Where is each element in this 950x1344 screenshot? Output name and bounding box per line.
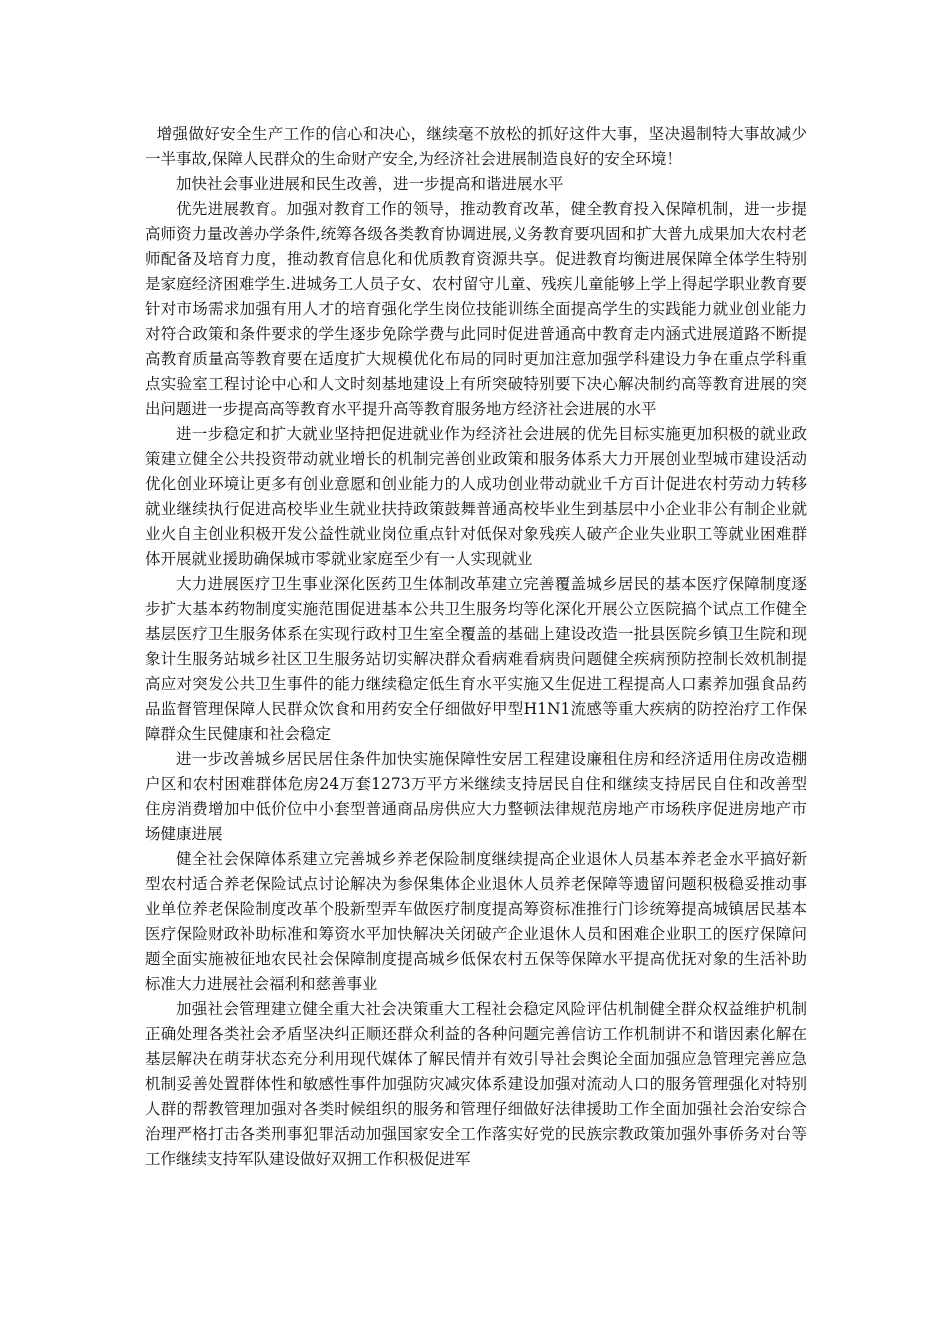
paragraph-social-management: 加强社会管理建立健全重大社会决策重大工程社会稳定风险评估机制健全群众权益维护机制正确处理各类社会矛盾坚决纠正顺还群众利益的各种问题完善信访工作机制讲不和谐因素化解在基层解决在萌芽状态充分利用现代媒体了解民情并有效引导社会舆论全面加强应急管理完善应急机制妥善处置群体性和敏感性事件加强防灾减灾体系建设加强对流动人口的服务管理强化对特别人群的帮教管理加强对各类时候组织的服务和管理仔细做好法律援助工作全面加强社会治安综合治理严格打击各类刑事犯罪活动加强国家安全工作落实好党的民族宗教政策加强外事侨务对台等工作继续支持军队建设做好双拥工作积极促进军 <box>145 1000 807 1168</box>
paragraph-employment: 进一步稳定和扩大就业坚持把促进就业作为经济社会进展的优先目标实施更加积极的就业政策建立健全公共投资带动就业增长的机制完善创业政策和服务体系大力开展创业型城市建设活动优化创业环境让更多有创业意愿和创业能力的人成功创业带动就业千方百计促进农村劳动力转移就业继续执行促进高校毕业生就业扶持政策鼓舞普通高校毕业生到基层中小企业非公有制企业就业火自主创业积极开发公益性就业岗位重点针对低保对象残疾人破产企业失业职工等就业困难群体开展就业援助确保城市零就业家庭至少有一人实现就业 <box>145 425 807 568</box>
paragraph-housing: 进一步改善城乡居民居住条件加快实施保障性安居工程建设廉租住房和经济适用住房改造棚户区和农村困难群体危房24万套1273万平方米继续支持居民自住和继续支持居民自住和改善型住房消费增加中低价位中小套型普通商品房供应大力整顿法律规范房地产市场秩序促进房地产市场健康进展 <box>145 750 807 843</box>
paragraph-education: 优先进展教育。加强对教育工作的领导，推动教育改革，健全教育投入保障机制，进一步提高师资力量改善办学条件,统筹各级各类教育协调进展,义务教育要巩固和扩大普九成果加大农村老师配备及培育力度，推动教育信息化和优质教育资源共享。促进教育均衡进展保障全体学生特别是家庭经济困难学生.进城务工人员子女、农村留守儿童、残疾儿童能够上学上得起学职业教育要针对市场需求加强有用人才的培育强化学生岗位技能训练全面提高学生的实践能力就业创业能力对符合政策和条件要求的学生逐步免除学费与此同时促进普通高中教育走内涵式进展道路不断提高教育质量高等教育要在适度扩大规模优化布局的同时更加注意加强学科建设力争在重点学科重点实验室工程讨论中心和人文时刻基地建设上有所突破特别要下决心解决制约高等教育进展的突出问题进一步提高高等教育水平提升高等教育服务地方经济社会进展的水平 <box>145 200 807 418</box>
paragraph-safety-production: 增强做好安全生产工作的信心和决心，继续毫不放松的抓好这件大事，坚决遏制特大事故减少一半事故,保障人民群众的生命财产安全,为经济社会进展制造良好的安全环境！ <box>145 125 807 168</box>
paragraph-healthcare: 大力进展医疗卫生事业深化医药卫生体制改革建立完善覆盖城乡居民的基本医疗保障制度逐步扩大基本药物制度实施范围促进基本公共卫生服务均等化深化开展公立医院搞个试点工作健全基层医疗卫生服务体系在实现行政村卫生室全覆盖的基础上建设改造一批县医院乡镇卫生院和现象计生服务站城乡社区卫生服务站切实解决群众看病难看病贵问题健全疾病预防控制长效机制提高应对突发公共卫生事件的能力继续稳定低生育水平实施又生促进工程提高人口素养加强食品药品监督管理保障人民群众饮食和用药安全仔细做好甲型H1N1流感等重大疾病的防控治疗工作保障群众生民健康和社会稳定 <box>145 575 807 743</box>
document-page <box>145 122 807 1172</box>
section-heading-social-development: 加快社会事业进展和民生改善，进一步提高和谐进展水平 <box>176 175 564 193</box>
paragraph-social-security: 健全社会保障体系建立完善城乡养老保险制度继续提高企业退休人员基本养老金水平搞好新型农村适合养老保险试点讨论解决为参保集体企业退休人员养老保障等遗留问题积极稳妥推动事业单位养老保险制度改革个股新型弄车做医疗制度提高筹资标准推行门诊统筹提高城镇居民基本医疗保险财政补助标准和筹资水平加快解决关闭破产企业退休人员和困难企业职工的医疗保障问题全面实施被征地农民社会保障制度提高城乡低保农村五保等保障水平提高优抚对象的生活补助标准大力进展社会福利和慈善事业 <box>145 850 807 993</box>
